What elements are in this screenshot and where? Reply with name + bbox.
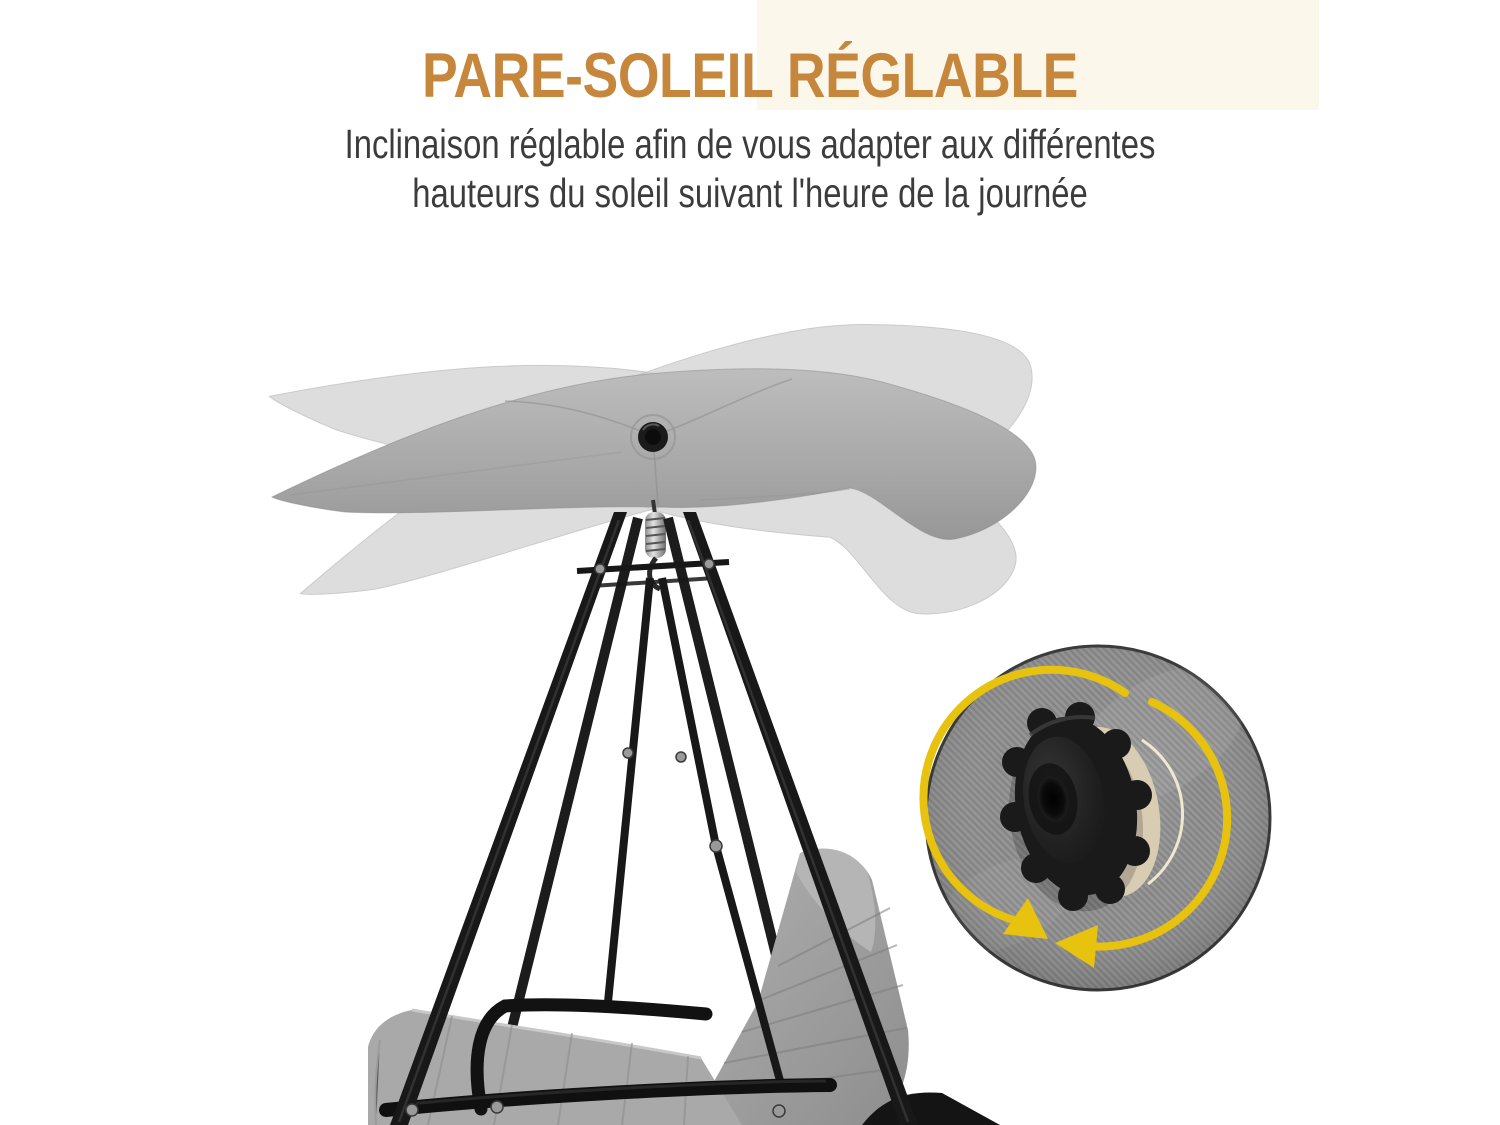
left-hanger-bar bbox=[607, 578, 650, 1012]
subtitle-line-1: Inclinaison réglable afin de vous adapter aux différentes bbox=[344, 121, 1156, 167]
bolt bbox=[773, 1105, 785, 1117]
spring-link bbox=[653, 500, 655, 514]
hanging-spring-group bbox=[645, 500, 666, 589]
bolt bbox=[623, 748, 633, 758]
detail-inset bbox=[920, 638, 1270, 990]
bolt bbox=[704, 559, 714, 569]
subtitle-line-2: hauteurs du soleil suivant l'heure de la journée bbox=[412, 170, 1088, 216]
bolt bbox=[676, 752, 686, 762]
canopy-knob-hole bbox=[645, 429, 661, 445]
page-title: PARE-SOLEIL RÉGLABLE bbox=[422, 41, 1078, 111]
bolt bbox=[406, 1104, 418, 1116]
bolt bbox=[710, 840, 722, 852]
swing-bench bbox=[368, 578, 1000, 1125]
bolt bbox=[491, 1101, 503, 1113]
bolt bbox=[595, 564, 605, 574]
